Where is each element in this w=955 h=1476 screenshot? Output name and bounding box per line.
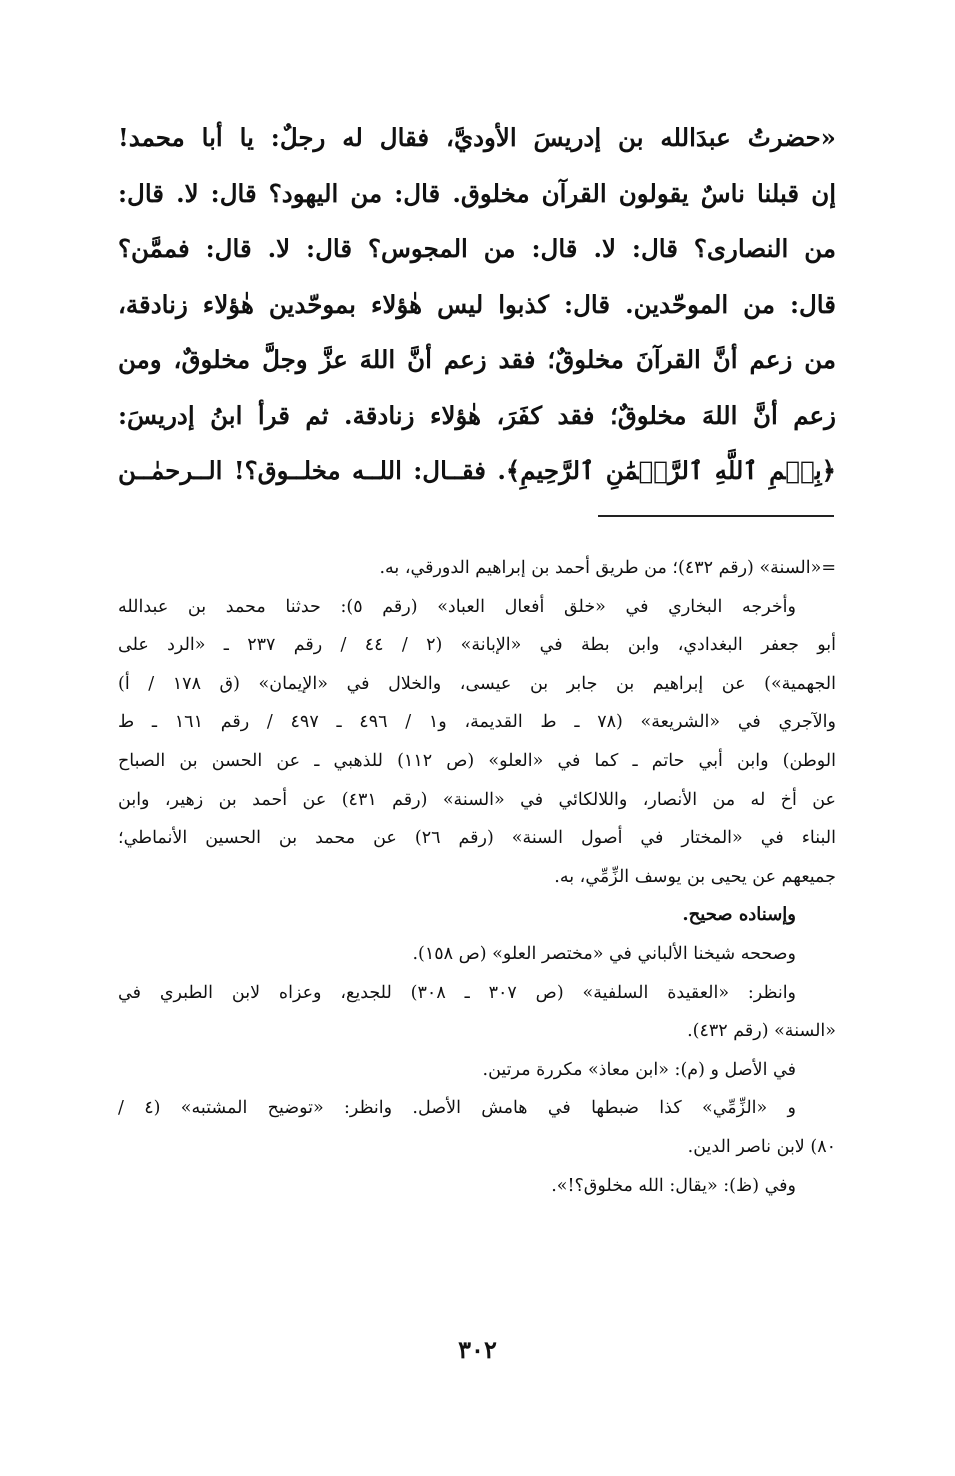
- footnote-line: الوطن) وابن أبي حاتم ـ كما في «العلو» (ص ١١٢) للذهبي ـ عن الحسن بن الصباح: [118, 750, 836, 771]
- page-number: ٣٠٢: [458, 1335, 497, 1364]
- footnote-line: =«السنة» (رقم ٤٣٢)؛ من طريق أحمد بن إبراهيم الدورقي، به.: [379, 558, 836, 578]
- footnote-line: وأخرجه البخاري في «خلق أفعال العباد» (رقم ٥): حدثنا محمد بن عبدالله: [118, 596, 796, 617]
- footnote-line: الجهمية») عن إبراهيم بن جابر بن عيسى، والخلال في «الإيمان» (ق ١٧٨ / أ): [118, 673, 836, 694]
- footnote-separator: [598, 515, 834, 517]
- main-text-line: ﴿بِسۡمِ ٱللَّهِ ٱلرَّحۡمَٰنِ ٱلرَّحِيمِ﴾. فقــال: اللــه مخلــوق؟! الــرحمٰــن: [118, 456, 836, 485]
- main-text-line: قال: من الموحّدين. قال: كذبوا ليس هٰؤلاء بموحّدين هٰؤلاء زنادقة،: [118, 289, 836, 319]
- footnote-line: والآجري في «الشريعة» (٧٨ ـ ط القديمة، و١ / ٤٩٦ ـ ٤٩٧ / رقم ١٦١ ـ ط: [118, 712, 836, 733]
- main-text-block: [118, 110, 836, 499]
- footnote-line: البناء في «المختار في أصول السنة» (رقم ٢٦) عن محمد بن الحسين الأنماطي؛: [118, 828, 836, 849]
- footnote-line: وإسناده صحيح.: [682, 904, 796, 926]
- main-text-line: إن قبلنا ناسٌ يقولون القرآن مخلوق. قال: من اليهود؟ قال: لا. قال:: [118, 178, 836, 208]
- main-text-line: من زعم أنَّ القرآنَ مخلوقٌ؛ فقد زعم أنَّ اللهَ عزَّ وجلَّ مخلوقٌ، ومن: [118, 345, 836, 374]
- footnote-line: وفي (ظ): «يقال: الله مخلوق؟!».: [551, 1175, 796, 1196]
- footnote-line: أبو جعفر البغدادي، وابن بطة في «الإبانة» (٢ / ٤٤ / رقم ٢٣٧ ـ «الرد على: [118, 635, 836, 656]
- footnote-line: و «الزِّمِّي» كذا ضبطها في هامش الأصل. وانظر: «توضيح المشتبه» (٤ /: [118, 1098, 796, 1119]
- footnote-line: جميعهم عن يحيى بن يوسف الزِّمِّي، به.: [554, 866, 836, 887]
- footnote-line: عن أخ له من الأنصار، واللالكائي في «السنة» (رقم ٤٣١) عن أحمد بن زهير، وابن: [118, 789, 836, 810]
- footnote-line: «السنة» (رقم ٤٣٢).: [687, 1021, 836, 1042]
- main-text-line: من النصارى؟ قال: لا. قال: من المجوس؟ قال: لا. قال: فممَّن؟: [118, 234, 836, 263]
- footnote-line: وانظر: «العقيدة السلفية» (ص ٣٠٧ ـ ٣٠٨) للجديع، وعزاه لابن الطبري في: [118, 982, 797, 1003]
- footnotes-block: [118, 549, 836, 1205]
- footnote-line: وصححه شيخنا الألباني في «مختصر العلو» (ص ١٥٨).: [412, 943, 796, 964]
- footnote-line: في الأصل و (م): «ابن معاذ» مكررة مرتين.: [482, 1059, 796, 1080]
- footnote-line: ٨٠) لابن ناصر الدين.: [687, 1136, 836, 1157]
- main-text-line: زعم أنَّ اللهَ مخلوقٌ؛ فقد كفَرَ، هٰؤلاء زنادقة. ثم قرأ ابنُ إدريسَ:: [118, 400, 836, 430]
- main-text-line: «حضرتُ عبدَالله بن إدريسَ الأوديَّ، فقال له رجلٌ: يا أبا محمد!: [118, 123, 836, 152]
